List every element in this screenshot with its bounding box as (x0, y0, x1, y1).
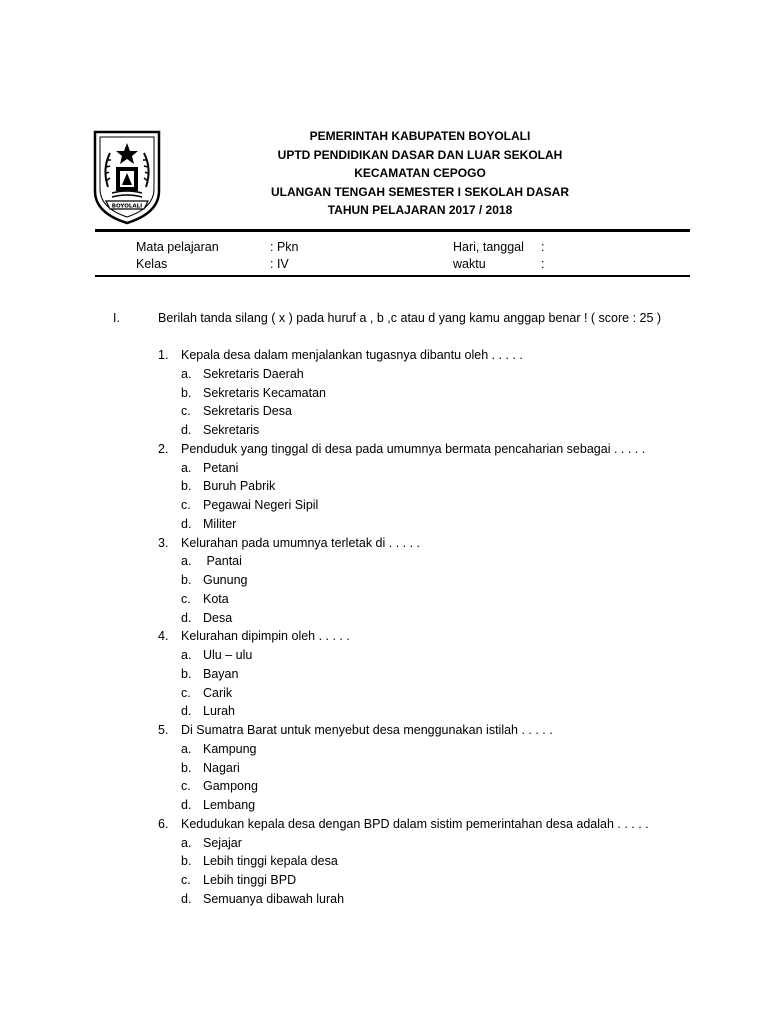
option-letter: a. (181, 835, 192, 850)
option-letter: b. (181, 479, 192, 494)
question-text: Kedudukan kepala desa dengan BPD dalam sistim pemerintahan desa adalah . . . . . (181, 816, 649, 831)
option-letter: d. (181, 516, 192, 531)
option-letter: b. (181, 760, 192, 775)
header-line: UPTD PENDIDIKAN DASAR DAN LUAR SEKOLAH (277, 147, 563, 162)
answer-option (158, 759, 718, 778)
question-text: Penduduk yang tinggal di desa pada umumnya bermata pencaharian sebagai . . . . . (181, 441, 646, 456)
option-letter: a. (181, 460, 192, 475)
option-text: Semuanya dibawah lurah (203, 891, 345, 906)
header-line: PEMERINTAH KABUPATEN BOYOLALI (309, 129, 531, 143)
option-text: Pantai (203, 554, 242, 569)
answer-option (158, 702, 718, 721)
answer-option (158, 421, 718, 440)
option-text: Sejajar (203, 835, 242, 850)
question-text: Kepala desa dalam menjalankan tugasnya dibantu oleh . . . . . (181, 348, 523, 362)
option-letter: d. (181, 891, 192, 906)
option-text: Sekretaris (203, 423, 260, 437)
answer-option (158, 796, 718, 815)
answer-option (158, 871, 718, 890)
option-text: Gunung (203, 573, 248, 587)
answer-option (158, 665, 718, 684)
option-text: Sekretaris Desa (203, 404, 292, 419)
question-number: 4. (158, 629, 169, 644)
answer-option (158, 890, 718, 909)
option-text: Lebih tinggi BPD (203, 873, 297, 887)
option-text: Gampong (203, 779, 258, 794)
document-header (240, 127, 600, 220)
answer-option (158, 777, 718, 796)
answer-option (158, 609, 718, 628)
answer-option (158, 459, 718, 478)
option-text: Pegawai Negeri Sipil (203, 498, 319, 512)
header-line: KECAMATAN CEPOGO (354, 166, 486, 180)
option-text: Sekretaris Daerah (203, 366, 304, 381)
option-text: Ulu – ulu (203, 648, 253, 662)
option-letter: d. (181, 423, 192, 437)
answer-option (158, 646, 718, 665)
question-text: Kelurahan pada umumnya terletak di . . . . . (181, 535, 421, 550)
option-letter: c. (181, 591, 191, 606)
answer-option (158, 571, 718, 590)
question-number: 5. (158, 723, 169, 737)
option-letter: b. (181, 666, 192, 681)
answer-option (158, 496, 718, 515)
option-text: Militer (203, 516, 237, 531)
option-letter: d. (181, 610, 192, 625)
option-text: Lembang (203, 798, 256, 812)
option-text: Kampung (203, 741, 257, 756)
option-letter: c. (181, 779, 191, 794)
section-number: I. (113, 311, 120, 325)
option-text: Buruh Pabrik (203, 479, 276, 494)
option-letter: a. (181, 554, 192, 569)
option-letter: a. (181, 741, 192, 756)
option-letter: d. (181, 798, 192, 812)
option-letter: d. (181, 704, 192, 719)
option-letter: c. (181, 873, 191, 887)
question-item (158, 627, 718, 646)
answer-option (158, 477, 718, 496)
question-item (158, 721, 718, 740)
question-item (158, 815, 718, 834)
subject-label: Mata pelajaran (136, 240, 219, 254)
answer-option (158, 402, 718, 421)
section-instruction: Berilah tanda silang ( x ) pada huruf a , b ,c atau d yang kamu anggap benar ! ( score : 25 ) (158, 311, 662, 325)
option-letter: c. (181, 404, 191, 419)
answer-option (158, 740, 718, 759)
question-number: 3. (158, 535, 169, 550)
answer-option (158, 684, 718, 703)
question-text: Kelurahan dipimpin oleh . . . . . (181, 629, 350, 644)
info-divider (95, 275, 690, 277)
header-divider-thick (95, 229, 690, 232)
option-text: Sekretaris Kecamatan (203, 385, 326, 400)
question-item (158, 346, 718, 365)
class-label: Kelas (136, 257, 168, 271)
answer-option (158, 590, 718, 609)
time-label: waktu (453, 257, 486, 271)
option-text: Carik (203, 685, 233, 700)
option-letter: a. (181, 648, 192, 662)
question-list (158, 346, 718, 909)
option-letter: c. (181, 685, 191, 700)
date-value: : (541, 240, 545, 254)
header-line: ULANGAN TENGAH SEMESTER I SEKOLAH DASAR (270, 184, 569, 199)
option-text: Lurah (203, 704, 235, 719)
class-value: : IV (270, 257, 289, 271)
question-number: 6. (158, 816, 169, 831)
header-line: TAHUN PELAJARAN 2017 / 2018 (327, 203, 513, 217)
answer-option (158, 552, 718, 571)
coat-of-arms-logo (92, 129, 162, 226)
option-text: Petani (203, 460, 239, 475)
answer-option (158, 365, 718, 384)
date-label: Hari, tanggal (453, 240, 524, 254)
option-letter: b. (181, 385, 192, 400)
answer-option (158, 834, 718, 853)
option-text: Desa (203, 610, 233, 625)
question-number: 1. (158, 348, 169, 362)
time-value: : (541, 257, 545, 271)
option-letter: a. (181, 366, 192, 381)
subject-value: : Pkn (270, 240, 299, 254)
answer-option (158, 852, 718, 871)
coat-of-arms-icon (92, 129, 162, 226)
option-letter: b. (181, 573, 192, 587)
option-text: Bayan (203, 666, 239, 681)
option-text: Kota (203, 591, 229, 606)
question-number: 2. (158, 441, 169, 456)
answer-option (158, 515, 718, 534)
logo-ribbon-text: BOYOLALI (111, 203, 143, 210)
option-letter: c. (181, 498, 191, 512)
question-item (158, 534, 718, 553)
option-letter: b. (181, 854, 192, 869)
question-text: Di Sumatra Barat untuk menyebut desa menggunakan istilah . . . . . (181, 723, 553, 737)
answer-option (158, 384, 718, 403)
option-text: Nagari (203, 760, 240, 775)
question-item (158, 440, 718, 459)
option-text: Lebih tinggi kepala desa (203, 854, 338, 869)
